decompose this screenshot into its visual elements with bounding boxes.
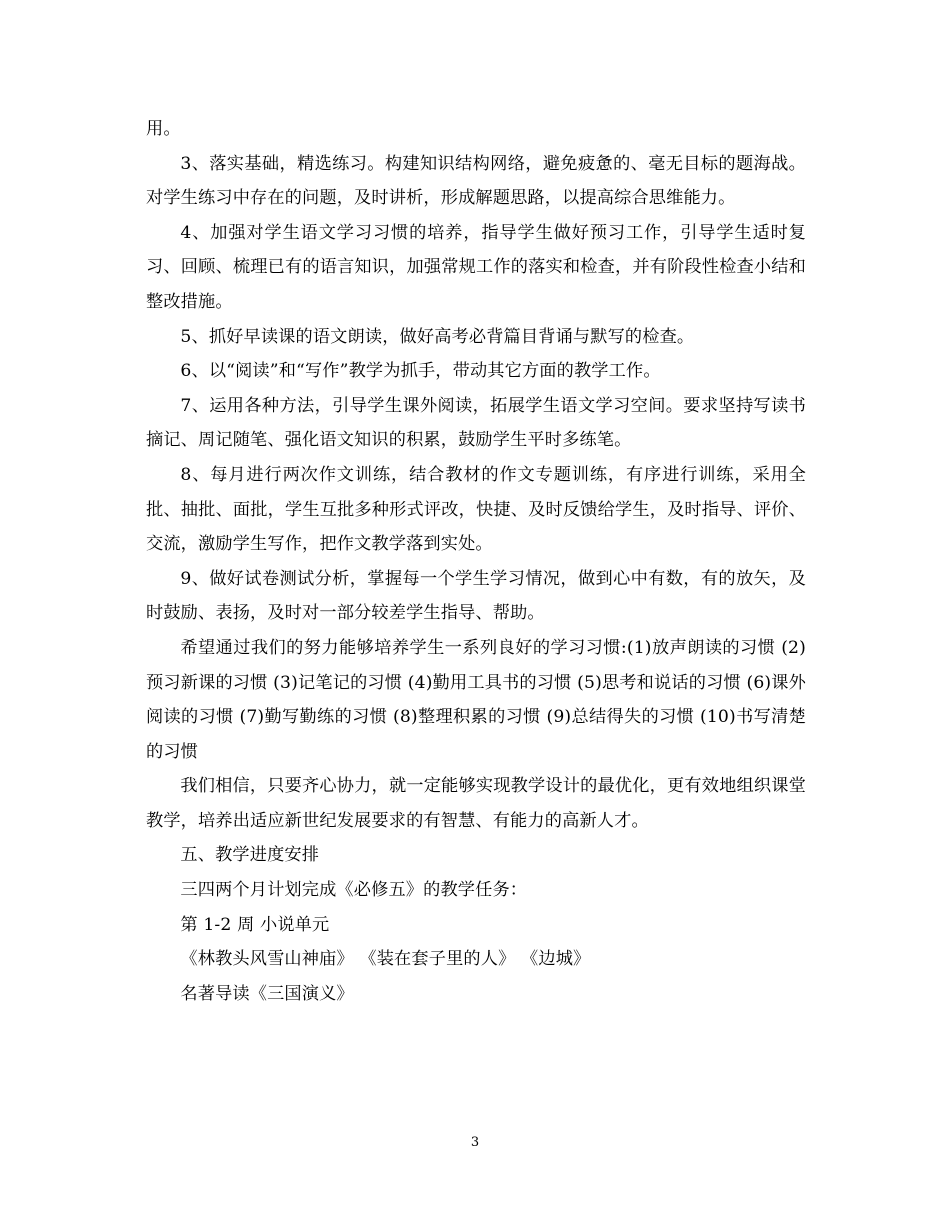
paragraph-classic-reading: 名著导读《三国演义》 xyxy=(180,983,354,1004)
document-body xyxy=(146,112,806,1011)
paragraph-belief: 我们相信，只要齐心协力，就一定能够实现教学设计的最优化，更有效地组织课堂教学，培养出适应新世纪发展要求的有智慧、有能力的高新人才。 xyxy=(146,776,806,831)
paragraph-item-5: 5、抓好早读课的语文朗读，做好高考必背篇目背诵与默写的检查。 xyxy=(180,326,695,347)
paragraph-text-titles: 《林教头风雪山神庙》 《装在套子里的人》 《边城》 xyxy=(180,949,591,970)
paragraph-item-3: 3、落实基础，精选练习。构建知识结构网络，避免疲惫的、毫无目标的题海战。对学生练习中存在的问题，及时讲析，形成解题思路，以提高综合思维能力。 xyxy=(146,153,806,209)
paragraph-item-8: 8、每月进行两次作文训练，结合教材的作文专题训练，有序进行训练，采用全批、抽批、面批，学生互批多种形式评改，快捷、及时反馈给学生，及时指导、评价、交流，激励学生写作，把作文教学落到实处。 xyxy=(146,464,806,555)
page-number: 3 xyxy=(470,1135,480,1150)
paragraph-item-7: 7、运用各种方法，引导学生课外阅读，拓展学生语文学习空间。要求坚持写读书摘记、周记随笔、强化语文知识的积累，鼓励学生平时多练笔。 xyxy=(146,395,806,451)
paragraph-schedule-intro: 三四两个月计划完成《必修五》的教学任务： xyxy=(180,880,528,901)
paragraph-item-9: 9、做好试卷测试分析，掌握每一个学生学习情况，做到心中有数，有的放矢，及时鼓励、表扬，及时对一部分较差学生指导、帮助。 xyxy=(146,568,806,624)
paragraph-continuation: 用。 xyxy=(146,119,181,139)
paragraph-habits: 希望通过我们的努力能够培养学生一系列良好的学习习惯:(1)放声朗读的习惯 (2)预习新课的习惯 (3)记笔记的习惯 (4)勤用工具书的习惯 (5)思考和说话的习惯 (6)课外阅读的习惯 (7)勤写勤练的习惯 (8)整理积累的习惯 (9)总结得失的习惯 (10)书写清楚的习惯 xyxy=(146,637,806,762)
paragraph-item-6: 6、以“阅读”和“写作”教学为抓手，带动其它方面的教学工作。 xyxy=(180,361,661,382)
section-heading-schedule: 五、教学进度安排 xyxy=(180,845,320,866)
paragraph-item-4: 4、加强对学生语文学习习惯的培养，指导学生做好预习工作，引导学生适时复习、回顾、梳理已有的语言知识，加强常规工作的落实和检查，并有阶段性检查小结和整改措施。 xyxy=(146,222,806,312)
paragraph-week-range: 第 1-2 周 小说单元 xyxy=(180,914,330,935)
